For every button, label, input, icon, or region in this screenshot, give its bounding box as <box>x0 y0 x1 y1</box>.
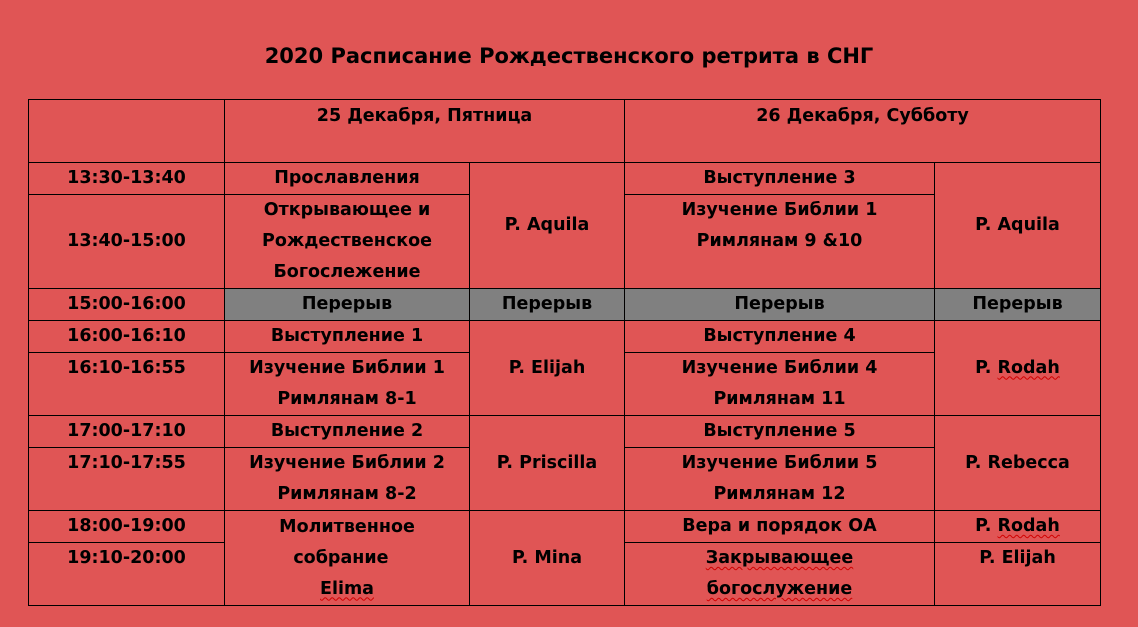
event-line: Римлянам 9 &10 <box>696 231 863 251</box>
day1-event: Выступление 2 <box>225 416 470 448</box>
table-row <box>29 163 1101 195</box>
event-line: Открывающее и <box>263 200 431 220</box>
event-line: Изучение Библии 5 <box>681 453 878 473</box>
speaker-name: Rodah <box>997 516 1060 536</box>
time-cell: 18:00-19:00 <box>29 511 225 543</box>
table-row <box>29 416 1101 448</box>
event-line: Закрывающее <box>705 548 854 568</box>
event-name: Elima <box>320 578 374 599</box>
event-line: Римлянам 12 <box>713 484 846 504</box>
day2-header: 26 Декабря, Субботу <box>625 100 1101 163</box>
table-row <box>29 321 1101 353</box>
event-line: Римлянам 8-2 <box>277 484 417 504</box>
time-cell: 13:30-13:40 <box>29 163 225 195</box>
table-row <box>29 289 1101 321</box>
page-title: 2020 Расписание Рождественского ретрита в СНГ <box>264 44 874 68</box>
day2-event <box>625 543 935 606</box>
day1-event: Прославления <box>225 163 470 195</box>
event-line: Римлянам 11 <box>713 389 846 409</box>
time-cell: 16:00-16:10 <box>29 321 225 353</box>
day2-event: Выступление 3 <box>625 163 935 195</box>
day1-speaker: P. Elijah <box>470 321 625 416</box>
header-row <box>29 100 1101 163</box>
day2-event: Выступление 5 <box>625 416 935 448</box>
event-line: Изучение Библии 2 <box>249 453 445 473</box>
day1-event <box>225 195 470 289</box>
speaker-name: Rodah <box>997 357 1060 378</box>
day1-speaker: P. Mina <box>470 511 625 606</box>
day2-break: Перерыв <box>625 289 935 321</box>
time-cell: 16:10-16:55 <box>29 353 225 416</box>
event-line: Изучение Библии 4 <box>681 358 878 378</box>
day1-header: 25 Декабря, Пятница <box>225 100 625 163</box>
event-line: Изучение Библии 1 <box>681 200 878 220</box>
event-line: Богослежение <box>273 262 421 282</box>
time-cell: 19:10-20:00 <box>29 543 225 606</box>
event-text: собрание <box>293 547 401 568</box>
day2-event: Выступление 4 <box>625 321 935 353</box>
day1-speaker: P. Priscilla <box>470 416 625 511</box>
day2-speaker: P. Elijah <box>935 543 1101 606</box>
day2-speaker <box>935 321 1101 416</box>
schedule-table <box>28 99 1101 606</box>
event-line: Молитвенное <box>279 516 415 537</box>
day2-break-speaker: Перерыв <box>935 289 1101 321</box>
event-line: богослужение <box>706 579 853 599</box>
day2-event <box>625 353 935 416</box>
table-row <box>29 511 1101 543</box>
event-line: Рождественское <box>262 231 432 251</box>
day2-event: Вера и порядок ОА <box>625 511 935 543</box>
day2-speaker: P. Aquila <box>935 163 1101 289</box>
event-line <box>225 543 469 605</box>
day2-speaker <box>935 511 1101 543</box>
day1-break-speaker: Перерыв <box>470 289 625 321</box>
day1-event: Выступление 1 <box>225 321 470 353</box>
time-cell: 13:40-15:00 <box>29 195 225 289</box>
corner-cell <box>29 100 225 163</box>
day1-event <box>225 448 470 511</box>
day2-speaker: P. Rebecca <box>935 416 1101 511</box>
event-line: Римлянам 8-1 <box>277 389 417 409</box>
time-cell: 17:00-17:10 <box>29 416 225 448</box>
time-cell: 15:00-16:00 <box>29 289 225 321</box>
day1-break: Перерыв <box>225 289 470 321</box>
day1-speaker: P. Aquila <box>470 163 625 289</box>
day1-event <box>225 511 470 606</box>
speaker-prefix: P. <box>975 357 998 378</box>
event-line: Изучение Библии 1 <box>249 358 445 378</box>
speaker-prefix: P. <box>975 516 998 536</box>
day2-event <box>625 448 935 511</box>
day2-event <box>625 195 935 289</box>
day1-event <box>225 353 470 416</box>
time-cell: 17:10-17:55 <box>29 448 225 511</box>
